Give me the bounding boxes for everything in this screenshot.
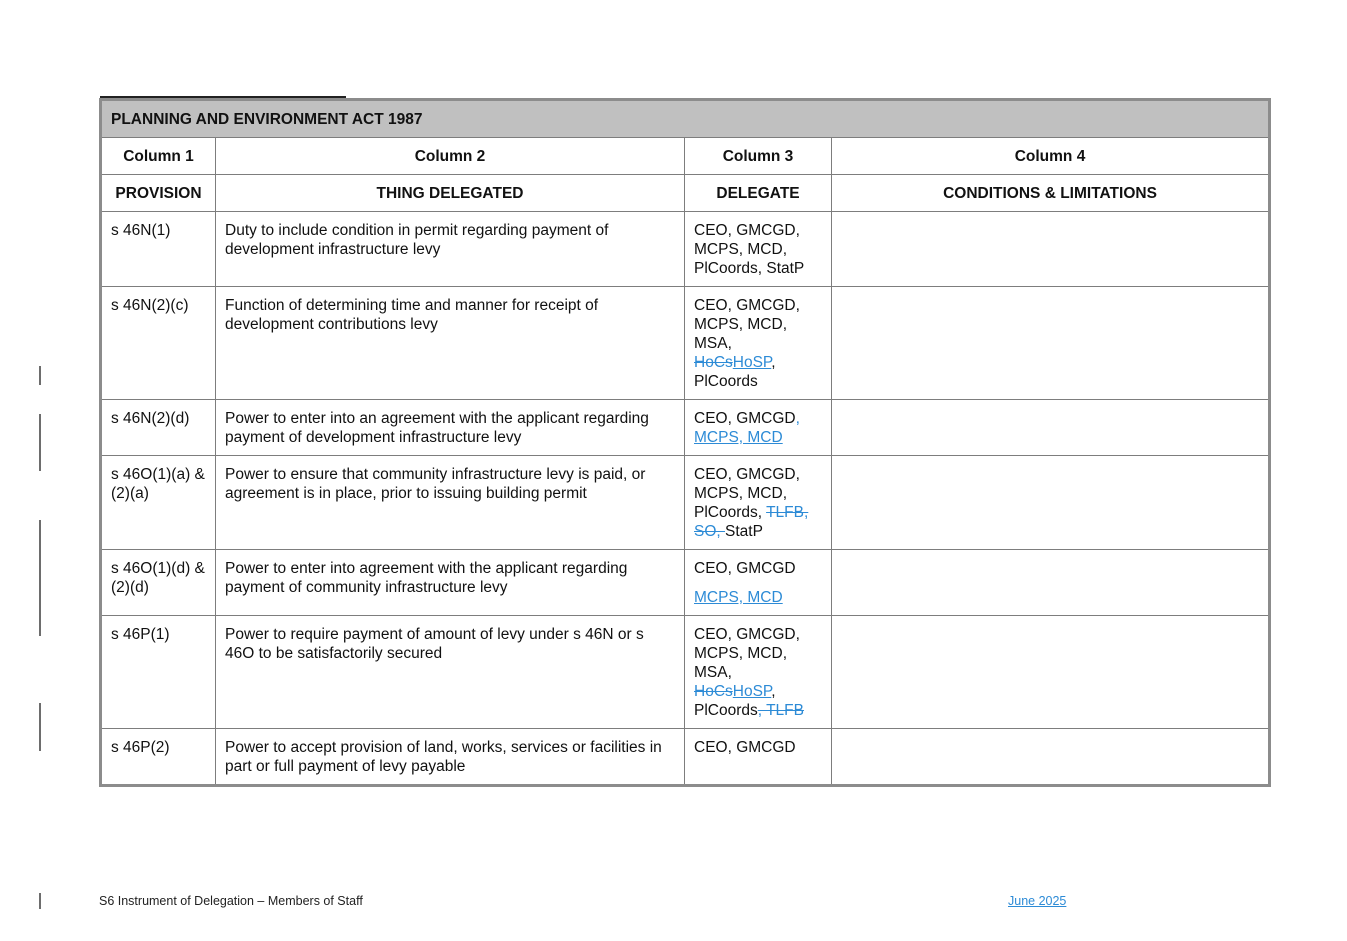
subheader-delegate: DELEGATE: [685, 175, 832, 212]
subheader-conditions: CONDITIONS & LIMITATIONS: [832, 175, 1270, 212]
delegate-text: MSA,: [694, 335, 732, 352]
conditions-cell: [832, 616, 1270, 729]
delegate-cell: [685, 212, 832, 287]
deleted-text: HoCs: [694, 683, 733, 700]
table-row: [101, 212, 1270, 287]
delegation-table: [99, 98, 1271, 787]
subheader-provision: PROVISION: [101, 175, 216, 212]
inserted-text: ,: [795, 410, 800, 427]
deleted-text: SO,: [694, 523, 726, 540]
delegate-text: MSA,: [694, 664, 732, 681]
deleted-text: TLFB,: [766, 504, 809, 521]
delegate-text: CEO, GMCGD: [694, 739, 796, 756]
table-row: [101, 729, 1270, 786]
table-row: [101, 456, 1270, 550]
delegate-cell: [685, 287, 832, 400]
provision-cell: s 46O(1)(d) & (2)(d): [101, 550, 216, 616]
conditions-cell: [832, 456, 1270, 550]
footer-date: June 2025: [1008, 894, 1067, 908]
delegate-text: MCPS, MCD,: [694, 645, 787, 662]
delegate-cell: [685, 400, 832, 456]
conditions-cell: [832, 550, 1270, 616]
table-row: [101, 616, 1270, 729]
change-bar: [39, 520, 41, 636]
column-header-1: Column 1: [101, 138, 216, 175]
column-subheader-row: [101, 175, 1270, 212]
footer-document-title: S6 Instrument of Delegation – Members of Staff: [99, 894, 363, 908]
inserted-text: MCPS, MCD: [694, 429, 783, 446]
delegate-text: PlCoords,: [694, 504, 767, 521]
conditions-cell: [832, 287, 1270, 400]
deleted-text: , TLFB: [757, 702, 804, 719]
inserted-text: HoSP: [732, 683, 772, 700]
table-row: [101, 550, 1270, 616]
delegate-text: CEO, GMCGD,: [694, 222, 800, 239]
thing-delegated-cell: Power to enter into agreement with the applicant regarding payment of community infrastructure levy: [216, 550, 685, 616]
act-title-row: [101, 100, 1270, 138]
delegate-text: StatP: [725, 523, 763, 540]
provision-cell: s 46P(1): [101, 616, 216, 729]
delegate-text: MCPS, MCD,: [694, 485, 787, 502]
delegate-text: CEO, GMCGD: [694, 560, 796, 577]
column-header-row: [101, 138, 1270, 175]
delegate-text: PlCoords: [694, 702, 758, 719]
deleted-text: HoCs: [694, 354, 733, 371]
provision-cell: s 46N(2)(c): [101, 287, 216, 400]
delegation-rows: [101, 212, 1270, 786]
change-bar: [39, 703, 41, 751]
delegate-cell: [685, 729, 832, 786]
thing-delegated-cell: Power to accept provision of land, works, services or facilities in part or full payment of levy payable: [216, 729, 685, 786]
thing-delegated-cell: Power to ensure that community infrastructure levy is paid, or agreement is in place, prior to issuing building permit: [216, 456, 685, 550]
delegate-text: MCPS, MCD,: [694, 241, 787, 258]
conditions-cell: [832, 729, 1270, 786]
column-header-2: Column 2: [216, 138, 685, 175]
delegate-text: CEO, GMCGD,: [694, 297, 800, 314]
delegate-text: MCPS, MCD,: [694, 316, 787, 333]
conditions-cell: [832, 400, 1270, 456]
thing-delegated-cell: Power to require payment of amount of levy under s 46N or s 46O to be satisfactorily secured: [216, 616, 685, 729]
change-bar: [39, 366, 41, 385]
delegate-text: ,: [771, 354, 776, 371]
thing-delegated-cell: Power to enter into an agreement with the applicant regarding payment of development infrastructure levy: [216, 400, 685, 456]
inserted-text: HoSP: [732, 354, 772, 371]
provision-cell: s 46P(2): [101, 729, 216, 786]
subheader-thing-delegated: THING DELEGATED: [216, 175, 685, 212]
conditions-cell: [832, 212, 1270, 287]
column-header-4: Column 4: [832, 138, 1270, 175]
delegate-text: ,: [771, 683, 776, 700]
provision-cell: s 46N(1): [101, 212, 216, 287]
column-header-3: Column 3: [685, 138, 832, 175]
delegate-text: PlCoords: [694, 373, 758, 390]
delegate-text: CEO, GMCGD,: [694, 466, 800, 483]
act-title: PLANNING AND ENVIRONMENT ACT 1987: [101, 100, 1270, 138]
delegate-text: CEO, GMCGD: [694, 410, 796, 427]
table-row: [101, 400, 1270, 456]
inserted-text: MCPS, MCD: [694, 589, 783, 606]
provision-cell: s 46N(2)(d): [101, 400, 216, 456]
provision-cell: s 46O(1)(a) & (2)(a): [101, 456, 216, 550]
change-bar: [39, 893, 41, 909]
delegate-cell: [685, 550, 832, 616]
delegate-cell: [685, 456, 832, 550]
delegate-cell: [685, 616, 832, 729]
delegate-text: CEO, GMCGD,: [694, 626, 800, 643]
thing-delegated-cell: Duty to include condition in permit regarding payment of development infrastructure levy: [216, 212, 685, 287]
change-bar: [39, 414, 41, 471]
thing-delegated-cell: Function of determining time and manner for receipt of development contributions levy: [216, 287, 685, 400]
delegate-text: PlCoords, StatP: [694, 260, 805, 277]
table-row: [101, 287, 1270, 400]
